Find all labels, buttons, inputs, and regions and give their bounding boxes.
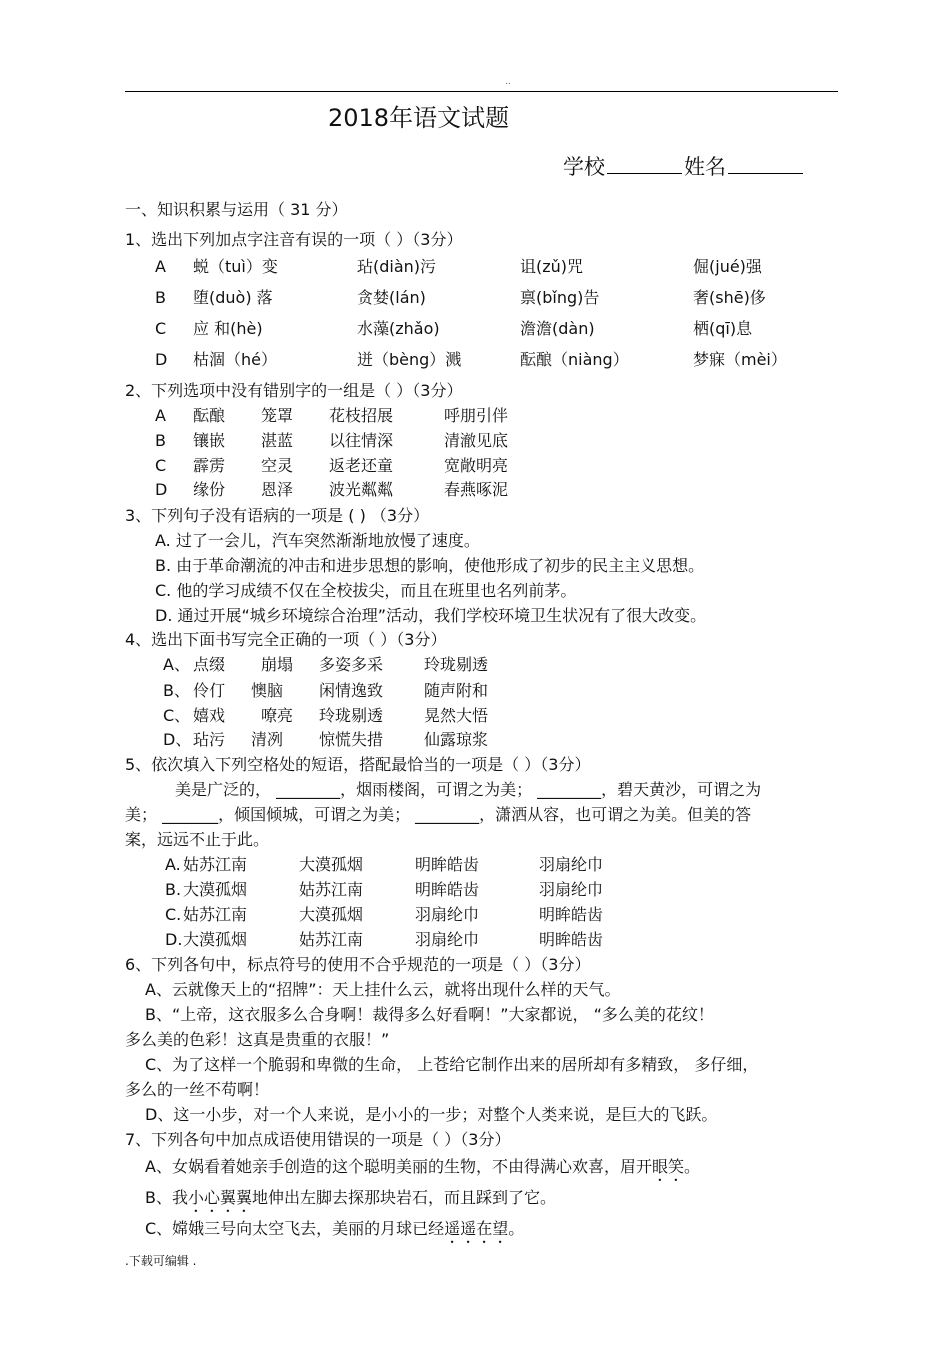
q1-item: 倔(jué)强	[693, 257, 762, 276]
page-footer: .下载可编辑 .	[125, 1254, 197, 1268]
q1-item: 堕(duò) 落	[193, 288, 273, 307]
q5-item: 羽扇纶巾	[415, 905, 480, 924]
q1-item: 蜕（tuì）变	[193, 257, 278, 276]
q4-item: 点缀	[193, 655, 226, 674]
q5-item: 明眸皓齿	[539, 905, 604, 924]
q5-item: 明眸皓齿	[415, 880, 480, 899]
q5-item: 大漠孤烟	[299, 855, 364, 874]
q4-item: 懊脑	[251, 681, 284, 700]
q2-letter: C	[155, 456, 167, 475]
q7-stem: 7、下列各句中加点成语使用错误的一项是（ ）（3分）	[125, 1130, 511, 1149]
q2-letter: A	[155, 406, 166, 425]
q1-stem: 1、选出下列加点字注音有误的一项（ ）（3分）	[125, 230, 463, 249]
q5-item: 大漠孤烟	[299, 905, 364, 924]
q3-option-c: C. 他的学习成绩不仅在全校拔尖，而且在班里也名列前茅。	[155, 581, 577, 600]
name-blank[interactable]	[728, 155, 803, 174]
q1-item: 梦寐（mèi）	[693, 350, 787, 369]
q5-passage-line: 美； _______，倾国倾城，可谓之为美； ________，潇洒从容，也可谓之为美。但美的答	[125, 805, 752, 824]
q4-letter: B、	[163, 681, 190, 700]
q6-option-b-cont: 多么美的色彩！这真是贵重的衣服！”	[125, 1030, 390, 1049]
q5-item: 姑苏江南	[299, 880, 364, 899]
q5-item: 羽扇纶巾	[415, 930, 480, 949]
q4-item: 嬉戏	[193, 706, 226, 725]
q5-passage-line: 案，远远不止于此。	[125, 830, 270, 849]
q2-item: 呼朋引伴	[444, 406, 509, 425]
q4-item: 闲情逸致	[319, 681, 384, 700]
q7-b-idiom: 小心翼翼	[187, 1188, 252, 1207]
q5-letter: D.	[165, 930, 183, 949]
q7-a-text: A、女娲看着她亲手创造的这个聪明美丽的生物，不由得满心欢喜，眉开	[145, 1157, 652, 1176]
q2-letter: B	[155, 431, 166, 450]
q2-item: 笼罩	[261, 406, 294, 425]
q2-stem: 2、下列选项中没有错别字的一组是（ ）（3分）	[125, 381, 463, 400]
q2-item: 清澈见底	[444, 431, 509, 450]
q2-item: 春燕啄泥	[444, 480, 509, 499]
q5-item: 姑苏江南	[183, 855, 248, 874]
q1-item: 诅(zǔ)咒	[520, 257, 584, 276]
q7-c-text: C、嫦娥三号向太空飞去，美丽的月球已经	[145, 1219, 445, 1238]
q2-item: 花枝招展	[329, 406, 394, 425]
q2-item: 波光粼粼	[329, 480, 394, 499]
q1-item: 栖(qī)息	[693, 319, 753, 338]
q2-item: 霹雳	[193, 456, 226, 475]
q7-c-idiom: 遥遥在望	[444, 1219, 509, 1238]
q5-item: 大漠孤烟	[183, 930, 248, 949]
q5-letter: C.	[165, 905, 182, 924]
q2-item: 湛蓝	[261, 431, 294, 450]
q7-a-idiom: 眼笑	[651, 1157, 684, 1176]
q5-item: 羽扇纶巾	[539, 855, 604, 874]
q2-item: 宽敞明亮	[444, 456, 509, 475]
q5-item: 姑苏江南	[183, 905, 248, 924]
q1-letter: C	[155, 319, 167, 338]
section-heading: 一、知识积累与运用（ 31 分）	[125, 200, 348, 219]
q5-stem: 5、依次填入下列空格处的短语，搭配最恰当的一项是（ ）（3分）	[125, 755, 591, 774]
q1-item: 禀(bǐng)告	[520, 288, 600, 307]
q1-item: 澹澹(dàn)	[520, 319, 595, 338]
q4-item: 嘹亮	[261, 706, 294, 725]
q4-letter: D、	[163, 730, 192, 749]
q7-option-c	[145, 1219, 524, 1247]
q6-stem: 6、下列各句中，标点符号的使用不合乎规范的一项是（ ）（3分）	[125, 955, 591, 974]
q5-item: 羽扇纶巾	[539, 880, 604, 899]
q4-item: 惊慌失措	[319, 730, 384, 749]
q4-item: 玲珑剔透	[319, 706, 384, 725]
q1-letter: A	[155, 257, 166, 276]
q2-item: 返老还童	[329, 456, 394, 475]
q1-item: 枯涸（hé）	[193, 350, 277, 369]
school-name-line	[563, 155, 805, 178]
q4-item: 崩塌	[261, 655, 294, 674]
q5-item: 姑苏江南	[299, 930, 364, 949]
q7-c-end: 。	[508, 1219, 525, 1238]
q7-a-end: 。	[683, 1157, 700, 1176]
name-label: 姓名	[684, 155, 726, 179]
q5-item: 大漠孤烟	[183, 880, 248, 899]
q2-item: 恩泽	[261, 480, 294, 499]
q1-item: 应 和(hè)	[193, 319, 263, 338]
q5-item: 明眸皓齿	[539, 930, 604, 949]
q6-option-d: D、这一小步，对一个人来说，是小小的一步；对整个人类来说，是巨大的飞跃。	[145, 1105, 718, 1124]
q1-item: 玷(diàn)污	[357, 257, 437, 276]
q5-letter: A.	[165, 855, 181, 874]
q2-item: 空灵	[261, 456, 294, 475]
q3-option-b: B. 由于革命潮流的冲击和进步思想的影响，使他形成了初步的民主主义思想。	[155, 556, 705, 575]
q2-item: 以往情深	[329, 431, 394, 450]
q4-item: 玷污	[193, 730, 226, 749]
q7-b-text: B、我	[145, 1188, 188, 1207]
q4-stem: 4、选出下面书写完全正确的一项（ ）（3分）	[125, 630, 447, 649]
q4-item: 玲珑剔透	[424, 655, 489, 674]
q6-option-c: C、为了这样一个脆弱和卑微的生命， 上苍给它制作出来的居所却有多精致， 多仔细，	[145, 1055, 759, 1074]
q4-letter: A、	[163, 655, 190, 674]
q4-item: 伶仃	[193, 681, 226, 700]
school-blank[interactable]	[607, 155, 682, 174]
q3-option-a: A. 过了一会儿，汽车突然渐渐地放慢了速度。	[155, 531, 480, 550]
q2-item: 酝酿	[193, 406, 226, 425]
q1-item: 奢(shē)侈	[693, 288, 766, 307]
q3-stem: 3、下列句子没有语病的一项是 ( ) （3分）	[125, 506, 430, 525]
q4-item: 清冽	[251, 730, 284, 749]
q1-letter: D	[155, 350, 168, 369]
q6-option-b: B、“上帝，这衣服多么合身啊！裁得多么好看啊！”大家都说， “多么美的花纹！	[145, 1005, 714, 1024]
q2-item: 镶嵌	[193, 431, 226, 450]
q1-letter: B	[155, 288, 166, 307]
q4-item: 晃然大悟	[424, 706, 489, 725]
header-dots: ..	[505, 77, 511, 87]
q2-letter: D	[155, 480, 168, 499]
q5-letter: B.	[165, 880, 182, 899]
q2-item: 缘份	[193, 480, 226, 499]
q6-option-a: A、云就像天上的“招牌”：天上挂什么云，就将出现什么样的天气。	[145, 980, 621, 999]
q1-item: 酝酿（niàng）	[520, 350, 629, 369]
q5-item: 明眸皓齿	[415, 855, 480, 874]
q3-option-d: D. 通过开展“城乡环境综合治理”活动，我们学校环境卫生状况有了很大改变。	[155, 606, 707, 625]
q4-item: 仙露琼浆	[424, 730, 489, 749]
q1-item: 迸（bèng）溅	[357, 350, 462, 369]
school-label: 学校	[563, 155, 605, 179]
q5-passage-line: 美是广泛的， ________，烟雨楼阁，可谓之为美； ________，碧天黄沙，可谓之为	[175, 780, 762, 799]
q7-option-a	[145, 1157, 700, 1185]
page-title: 2018年语文试题	[328, 104, 510, 132]
q7-b-end: 地伸出左脚去探那块岩石，而且踩到了它。	[252, 1188, 557, 1207]
q4-item: 多姿多采	[319, 655, 384, 674]
header-rule	[125, 91, 838, 92]
q6-option-c-cont: 多么的一丝不苟啊！	[125, 1080, 270, 1099]
q1-item: 水藻(zhǎo)	[357, 319, 440, 338]
q4-letter: C、	[163, 706, 191, 725]
q4-item: 随声附和	[424, 681, 489, 700]
q7-option-b	[145, 1188, 556, 1216]
q1-item: 贪婪(lán)	[357, 288, 426, 307]
